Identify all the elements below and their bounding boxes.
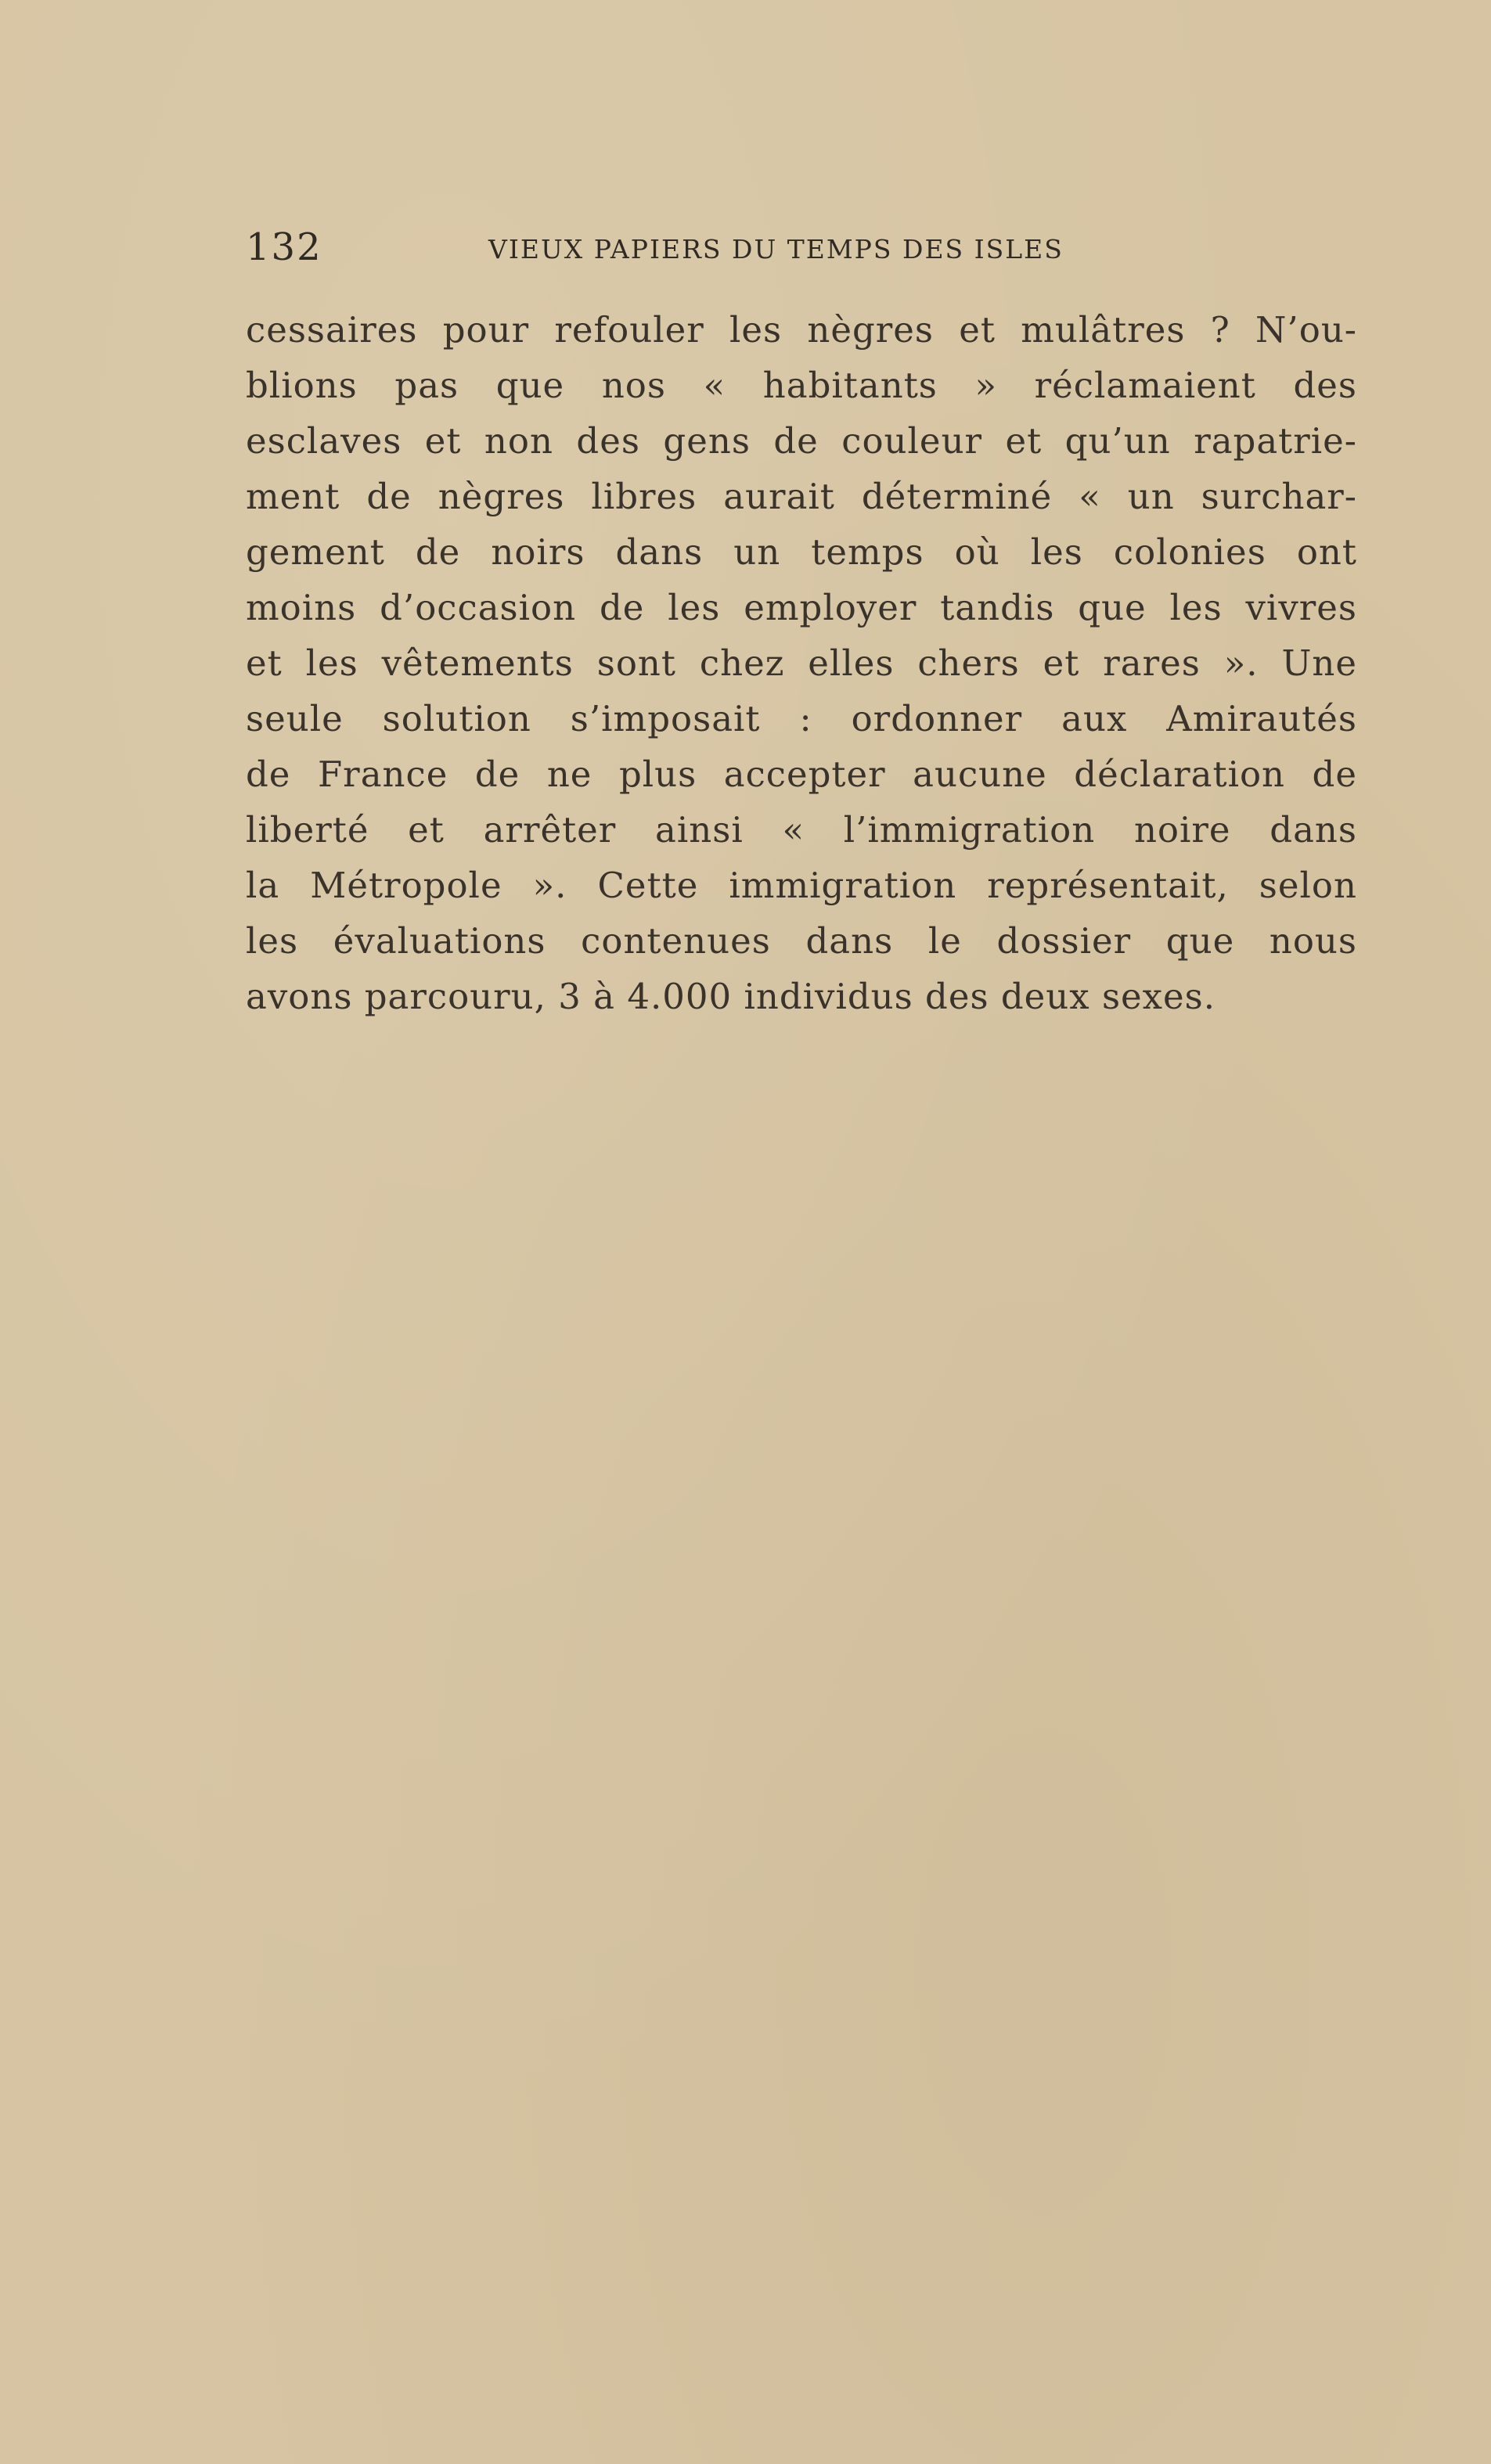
text-line: et les vêtements sont chez elles chers et rares ». Une (246, 642, 1357, 684)
body-paragraph (246, 302, 1357, 1024)
text-line: avons parcouru, 3 à 4.000 individus des deux sexes. (246, 976, 1216, 1017)
text-line: blions pas que nos « habitants » réclamaient des (246, 365, 1357, 406)
text-line: esclaves et non des gens de couleur et qu’un rapatrie- (246, 420, 1357, 462)
text-line: ment de nègres libres aurait déterminé « un surchar- (246, 476, 1357, 517)
text-line: liberté et arrêter ainsi « l’immigration noire dans (246, 809, 1357, 851)
text-line: de France de ne plus accepter aucune déclaration de (246, 754, 1357, 795)
text-line: les évaluations contenues dans le dossier que nous (246, 920, 1357, 962)
text-line: cessaires pour refouler les nègres et mulâtres ? N’ou- (246, 309, 1357, 351)
page-number: 132 (246, 225, 322, 269)
text-line: moins d’occasion de les employer tandis que les vivres (246, 587, 1357, 628)
running-title: VIEUX PAPIERS DU TEMPS DES ISLES (488, 234, 1064, 264)
text-line: seule solution s’imposait : ordonner aux Amirautés (246, 698, 1357, 739)
text-line: gement de noirs dans un temps où les colonies ont (246, 531, 1357, 573)
page-header (246, 221, 1130, 275)
text-line: la Métropole ». Cette immigration représentait, selon (246, 865, 1357, 906)
